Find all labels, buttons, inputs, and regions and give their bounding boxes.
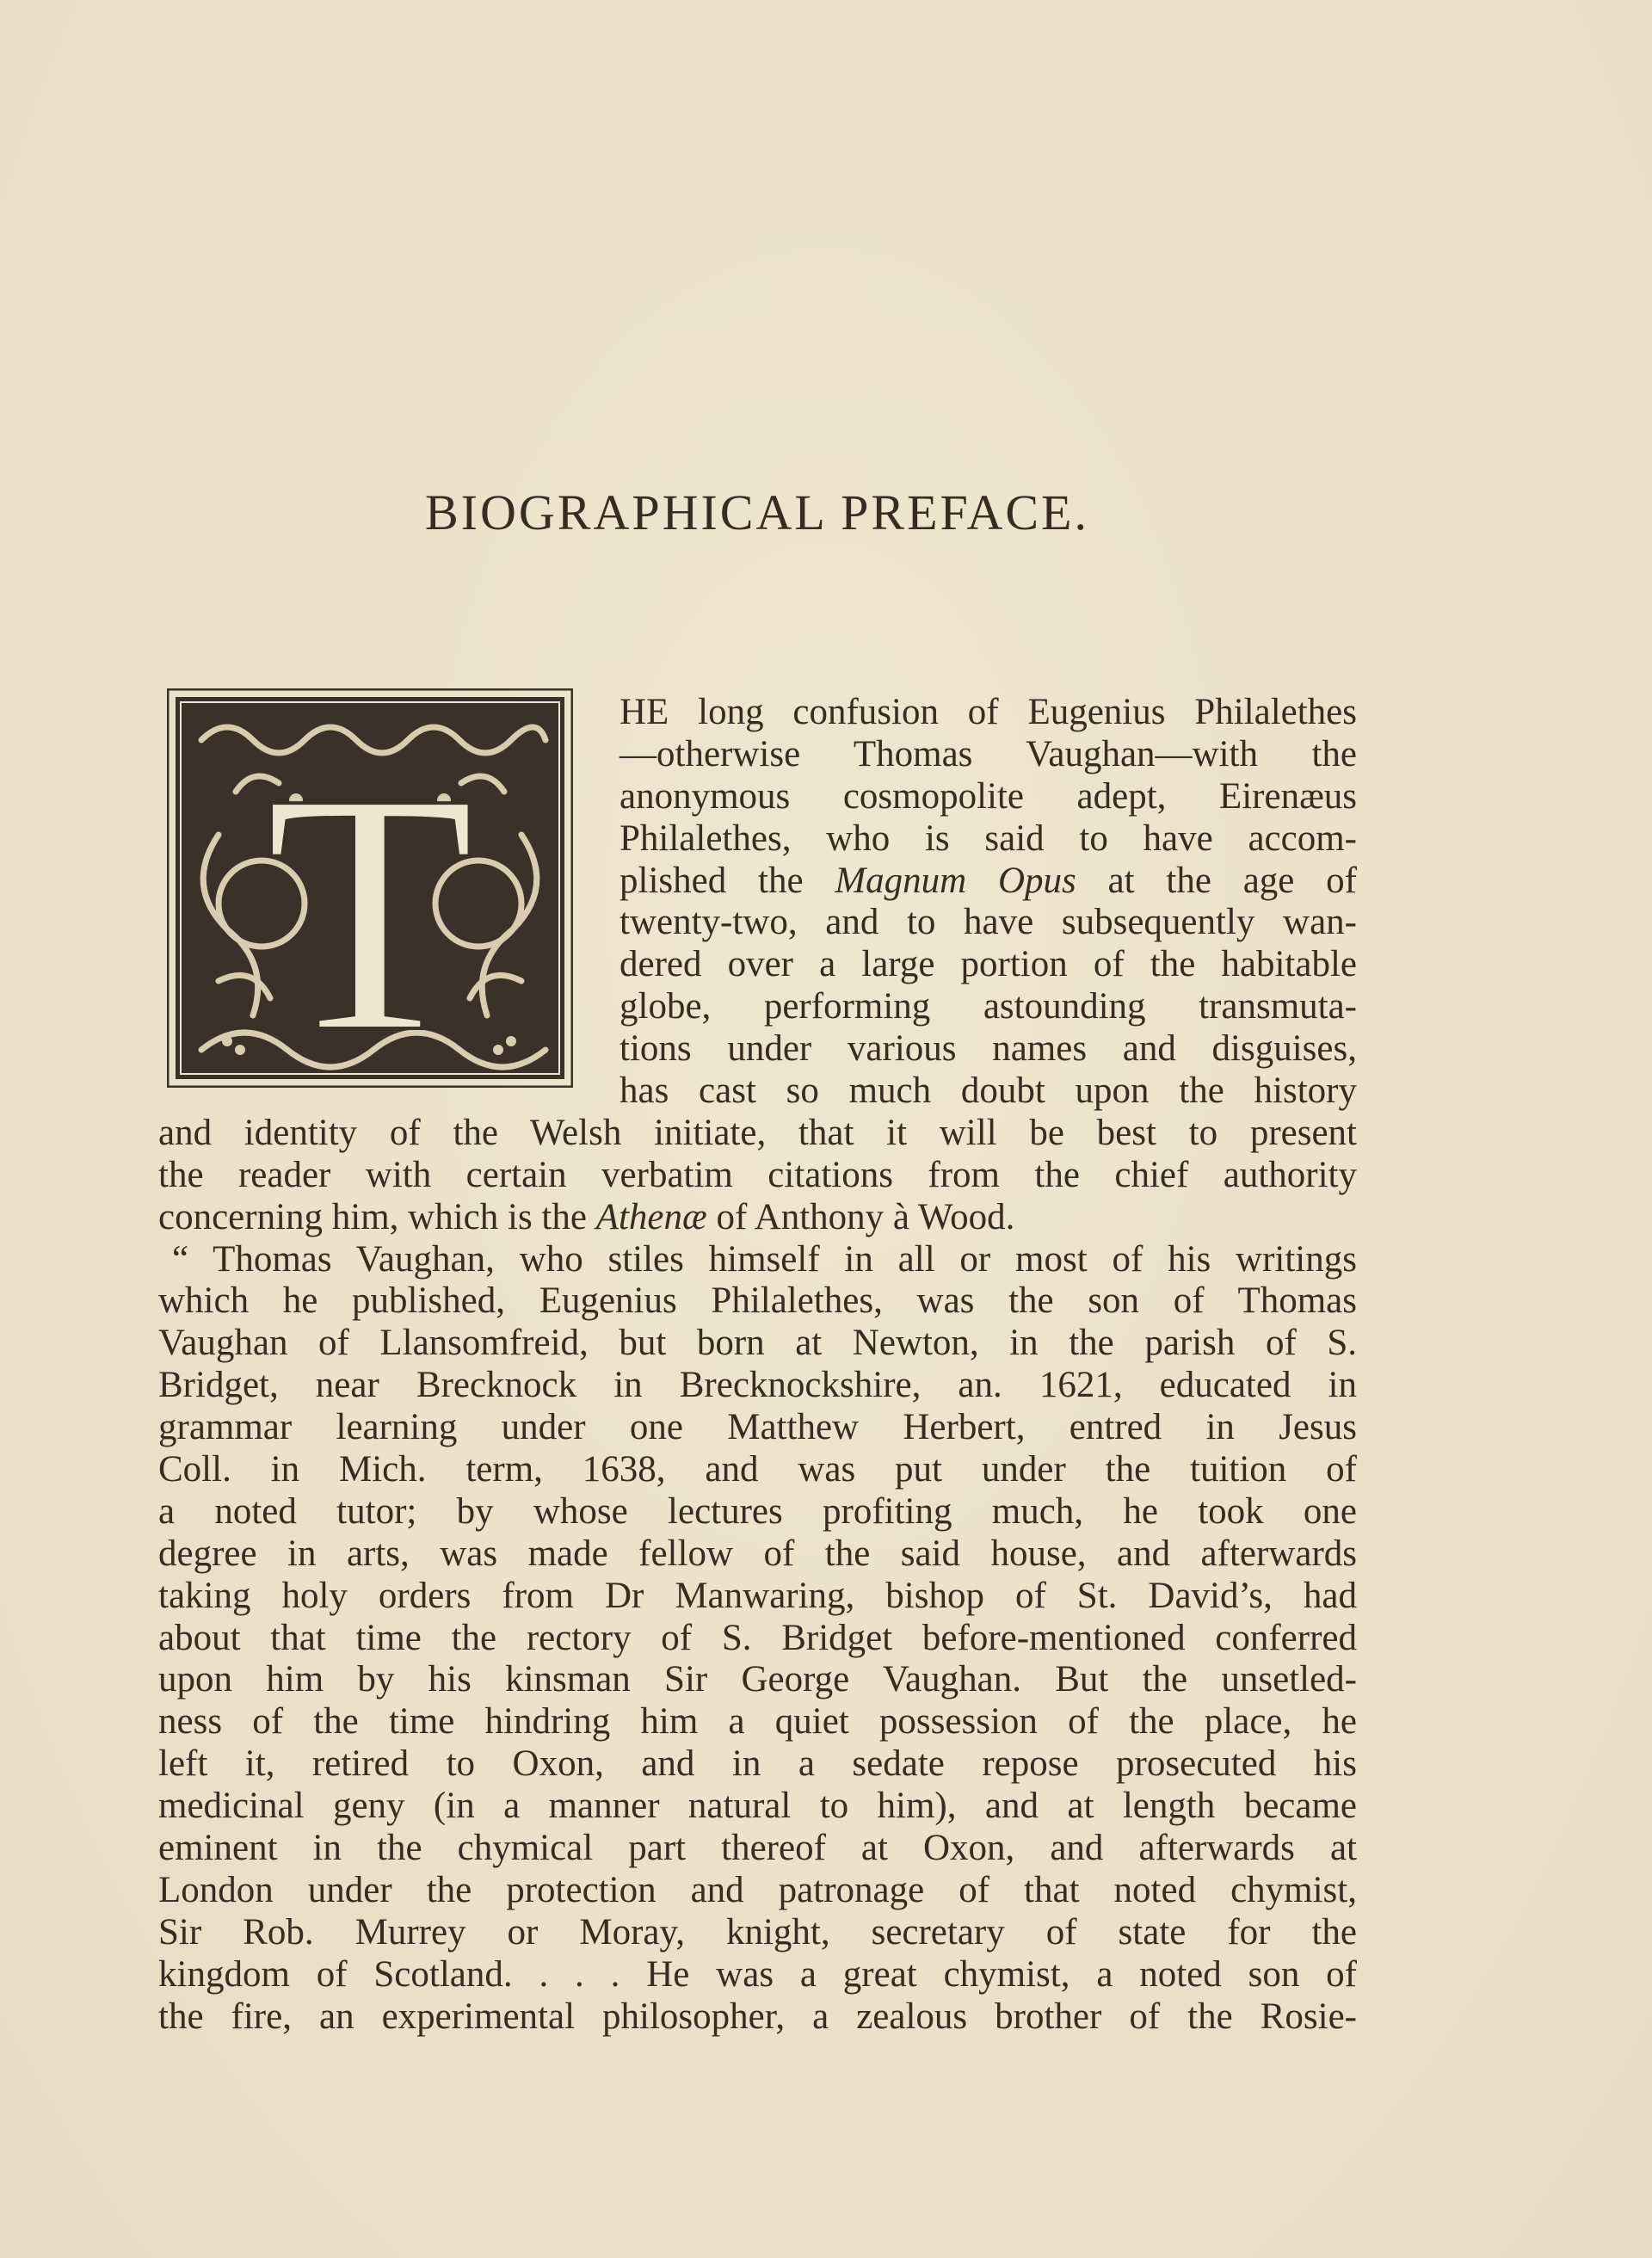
text-segment: HE long confusion of Eugenius Philalethes (620, 692, 1357, 732)
text-line (158, 1954, 1357, 1996)
text-segment: plished the (620, 860, 835, 901)
text-segment: and identity of the Welsh initiate, that it will be best to present (158, 1112, 1357, 1153)
text-segment: twenty-two, and to have subsequently wan- (620, 902, 1357, 943)
text-line (158, 1701, 1357, 1743)
text-segment: —otherwise Thomas Vaughan—with the (620, 733, 1357, 774)
text-line (158, 818, 1357, 861)
text-line (158, 776, 1357, 818)
text-line (158, 1912, 1357, 1954)
text-line (158, 1280, 1357, 1323)
text-segment: the fire, an experimental philosopher, a zealous brother of the Rosie- (158, 1996, 1357, 2037)
text-line (158, 1828, 1357, 1870)
text-segment: medicinal geny (in a manner natural to him), and at length became (158, 1786, 1357, 1827)
text-segment: Vaughan of Llansomfreid, but born at Newton, in the parish of S. (158, 1323, 1357, 1364)
text-segment: the reader with certain verbatim citations from the chief authority (158, 1154, 1357, 1195)
text-segment: “ Thomas Vaughan, who stiles himself in all or most of his writings (172, 1238, 1357, 1280)
text-line (158, 1155, 1357, 1197)
text-line (158, 1786, 1357, 1828)
text-segment: at the age of (1076, 860, 1357, 901)
text-segment: Philalethes, who is said to have accom- (620, 817, 1357, 859)
text-segment: kingdom of Scotland. . . . He was a great chymist, a noted son of (158, 1953, 1357, 1995)
text-line (158, 902, 1357, 944)
text-line (158, 1028, 1357, 1070)
text-segment: upon him by his kinsman Sir George Vaughan. But the unsetled- (158, 1659, 1357, 1700)
text-line (158, 692, 1357, 734)
text-segment: Sir Rob. Murrey or Moray, knight, secretary of state for the (158, 1911, 1357, 1953)
text-segment: which he published, Eugenius Philalethes, was the son of Thomas (158, 1280, 1357, 1322)
body-text (158, 692, 1357, 2039)
text-line (158, 1365, 1357, 1407)
text-segment: concerning him, which is the (158, 1196, 596, 1237)
text-line (158, 1449, 1357, 1491)
text-segment: globe, performing astounding transmuta- (620, 986, 1357, 1027)
text-line (158, 1743, 1357, 1786)
text-segment: anonymous cosmopolite adept, Eirenæus (620, 775, 1357, 817)
text-segment: tions under various names and disguises, (620, 1028, 1357, 1070)
text-line (158, 1491, 1357, 1533)
text-segment: degree in arts, was made fellow of the said house, and afterwards (158, 1533, 1357, 1574)
text-line (158, 1323, 1357, 1365)
text-line (158, 1870, 1357, 1912)
text-segment: taking holy orders from Dr Manwaring, bishop of St. David’s, had (158, 1575, 1357, 1616)
text-line (158, 1996, 1357, 2039)
italic-title: Athenæ (595, 1196, 707, 1237)
drop-cap-letter: T (264, 722, 476, 1088)
text-line (158, 1533, 1357, 1576)
text-line (158, 1407, 1357, 1449)
text-segment: dered over a large portion of the habitable (620, 944, 1357, 985)
text-segment: eminent in the chymical part thereof at Oxon, and afterwards at (158, 1828, 1357, 1869)
text-line (158, 1113, 1357, 1155)
text-segment: has cast so much doubt upon the history (620, 1070, 1357, 1112)
text-line (158, 861, 1357, 903)
text-line (158, 1197, 1357, 1239)
text-line (158, 1618, 1357, 1660)
text-segment: a noted tutor; by whose lectures profiting much, he took one (158, 1490, 1357, 1532)
text-line (158, 734, 1357, 776)
text-segment: ness of the time hindring him a quiet possession of the place, he (158, 1701, 1357, 1743)
text-line (158, 1576, 1357, 1618)
text-line (158, 1239, 1357, 1281)
italic-title: Magnum Opus (835, 860, 1076, 901)
text-segment: of Anthony à Wood. (706, 1196, 1015, 1237)
text-line (158, 1070, 1357, 1113)
text-segment: left it, retired to Oxon, and in a sedate repose prosecuted his (158, 1743, 1357, 1785)
text-segment: Bridget, near Brecknock in Brecknockshire, an. 1621, educated in (158, 1365, 1357, 1406)
text-segment: Coll. in Mich. term, 1638, and was put under the tuition of (158, 1449, 1357, 1490)
text-segment: grammar learning under one Matthew Herbert, entred in Jesus (158, 1407, 1357, 1448)
text-segment: London under the protection and patronage of that noted chymist, (158, 1869, 1357, 1910)
page-title: BIOGRAPHICAL PREFACE. (425, 484, 1089, 540)
text-line (158, 986, 1357, 1028)
text-line (158, 944, 1357, 986)
text-segment: about that time the rectory of S. Bridget before-mentioned conferred (158, 1617, 1357, 1658)
text-line (158, 1659, 1357, 1701)
